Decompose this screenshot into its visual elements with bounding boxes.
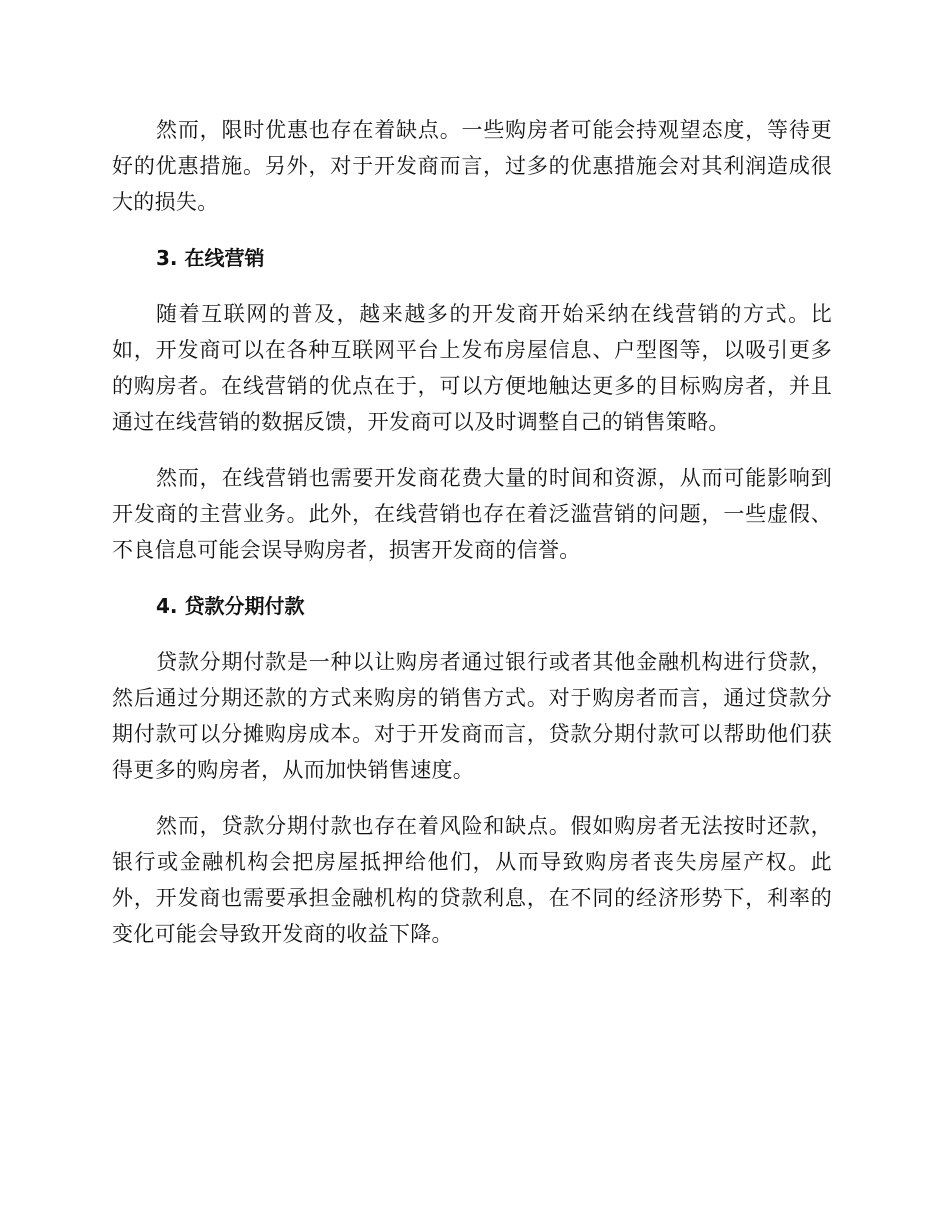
document-body [112,112,832,952]
section-heading-online-marketing: 3. 在线营销 [156,246,265,270]
paragraph-online-marketing-intro: 随着互联网的普及，越来越多的开发商开始采纳在线营销的方式。比如，开发商可以在各种互联网平台上发布房屋信息、户型图等，以吸引更多的购房者。在线营销的优点在于，可以方便地触达更多的目标购房者，并且通过在线营销的数据反馈，开发商可以及时调整自己的销售策略。 [112,302,832,434]
section-heading-installment-loan: 4. 贷款分期付款 [156,594,305,618]
paragraph-installment-loan-drawbacks: 然而，贷款分期付款也存在着风险和缺点。假如购房者无法按时还款，银行或金融机构会把房屋抵押给他们，从而导致购房者丧失房屋产权。此外，开发商也需要承担金融机构的贷款利息，在不同的经济形势下，利率的变化可能会导致开发商的收益下降。 [112,814,832,946]
paragraph-installment-loan-intro: 贷款分期付款是一种以让购房者通过银行或者其他金融机构进行贷款，然后通过分期还款的方式来购房的销售方式。对于购房者而言，通过贷款分期付款可以分摊购房成本。对于开发商而言，贷款分期付款可以帮助他们获得更多的购房者，从而加快销售速度。 [112,650,832,782]
paragraph-limited-offer-drawbacks: 然而，限时优惠也存在着缺点。一些购房者可能会持观望态度，等待更好的优惠措施。另外，对于开发商而言，过多的优惠措施会对其利润造成很大的损失。 [112,118,832,214]
paragraph-online-marketing-drawbacks: 然而，在线营销也需要开发商花费大量的时间和资源，从而可能影响到开发商的主营业务。此外，在线营销也存在着泛滥营销的问题，一些虚假、不良信息可能会误导购房者，损害开发商的信誉。 [112,466,832,562]
